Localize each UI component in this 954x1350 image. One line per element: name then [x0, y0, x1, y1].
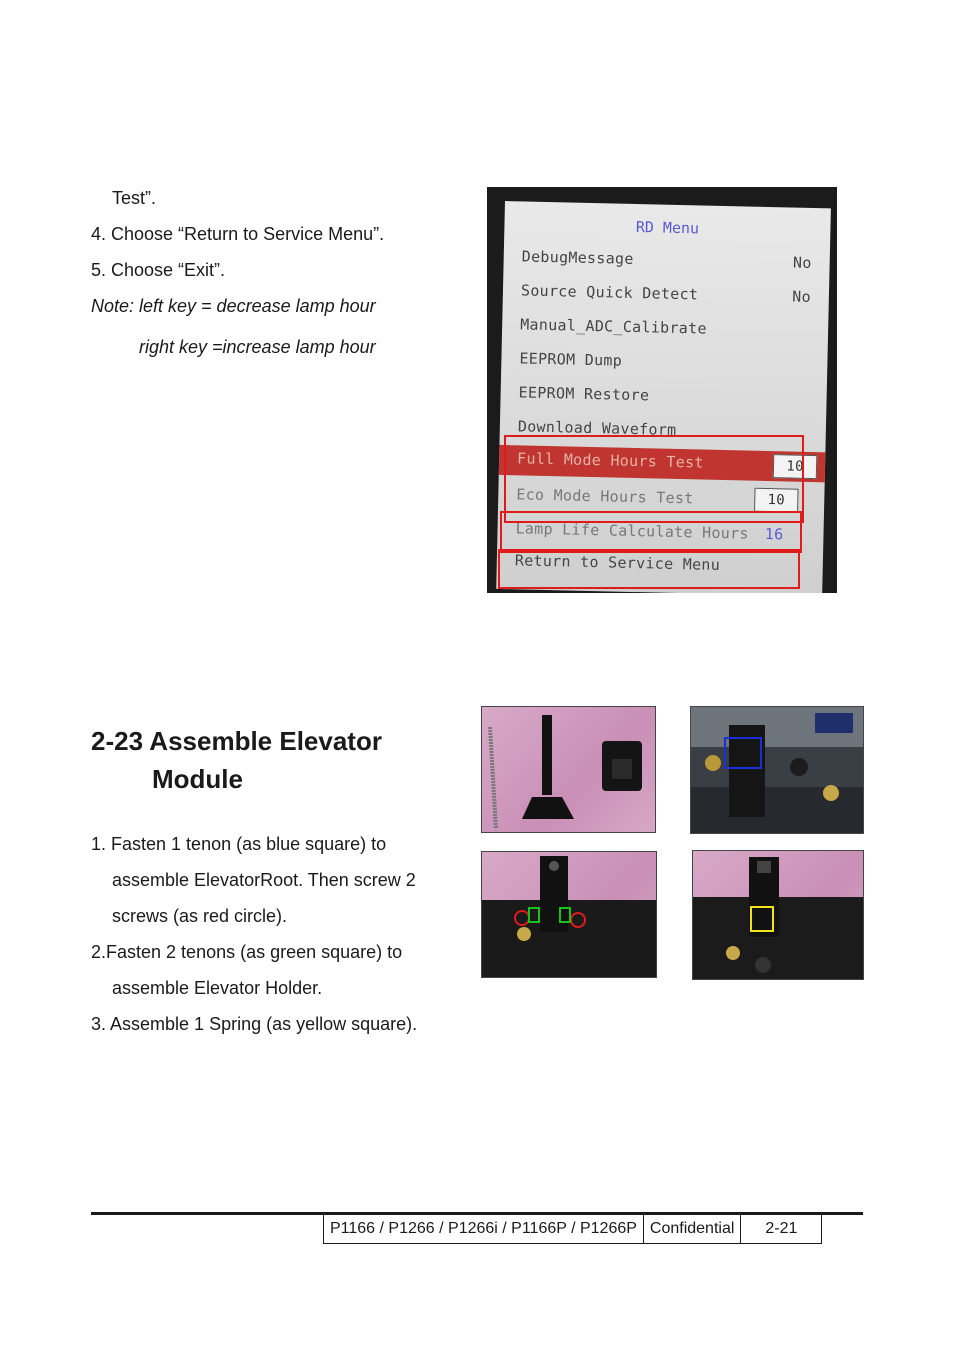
red-highlight-box-return	[498, 549, 800, 589]
step-3: 3. Assemble 1 Spring (as yellow square).	[91, 1014, 418, 1034]
elevator-parts-illustration	[482, 707, 655, 832]
photo-elevator-parts	[481, 706, 656, 833]
elevator-spring-illustration	[693, 851, 863, 979]
step-continuation: Test”.	[112, 188, 157, 208]
eco-mode-value: 10	[754, 488, 799, 513]
step-5: 5. Choose “Exit”.	[91, 260, 226, 280]
menu-item-source-quick-detect: Source Quick Detect No	[520, 281, 812, 306]
section-heading: 2-23 Assemble Elevator	[91, 726, 382, 756]
step-2-line-1: 2.Fasten 2 tenons (as green square) to	[91, 942, 403, 962]
photo-elevator-screws	[481, 851, 657, 978]
step-1-line-3: screws (as red circle).	[112, 906, 288, 926]
menu-item-download-waveform: Download Waveform	[517, 417, 677, 439]
step-1-line-2: assemble ElevatorRoot. Then screw 2	[112, 870, 416, 890]
footer-models: P1166 / P1266 / P1266i / P1166P / P1266P	[324, 1215, 644, 1243]
footer-table	[323, 1215, 822, 1244]
menu-item-return-service: Return to Service Menu	[514, 551, 721, 574]
section-heading-cont: Module	[152, 764, 243, 794]
full-mode-value: 10	[773, 454, 818, 479]
step-1-line-1: 1. Fasten 1 tenon (as blue square) to	[91, 834, 387, 854]
red-highlight-box-lamp-life	[500, 511, 802, 553]
note-line-1: Note: left key = decrease lamp hour	[91, 296, 376, 316]
menu-item-full-mode-hours: Full Mode Hours Test 10	[499, 445, 826, 482]
rd-menu-screenshot	[487, 187, 837, 593]
step-4: 4. Choose “Return to Service Menu”.	[91, 224, 385, 244]
footer-confidential: Confidential	[644, 1215, 742, 1243]
menu-item-eeprom-restore: EEPROM Restore	[518, 383, 650, 405]
red-highlight-box-hours	[504, 435, 804, 523]
step-2-line-2: assemble Elevator Holder.	[112, 978, 323, 998]
note-line-2: right key =increase lamp hour	[139, 337, 376, 357]
menu-item-manual-adc: Manual_ADC_Calibrate	[520, 315, 707, 338]
elevator-root-illustration	[691, 707, 863, 833]
menu-item-lamp-life: Lamp Life Calculate Hours 16	[515, 519, 784, 544]
photo-elevator-root	[690, 706, 864, 834]
menu-item-debugmessage: DebugMessage No	[521, 247, 812, 272]
photo-elevator-spring	[692, 850, 864, 980]
elevator-screws-illustration	[482, 852, 656, 977]
rd-menu-title: RD Menu	[635, 217, 700, 238]
menu-item-eco-mode-hours: Eco Mode Hours Test 10	[516, 485, 806, 514]
menu-item-eeprom-dump: EEPROM Dump	[519, 349, 623, 370]
footer-page-number: 2-21	[765, 1220, 798, 1237]
